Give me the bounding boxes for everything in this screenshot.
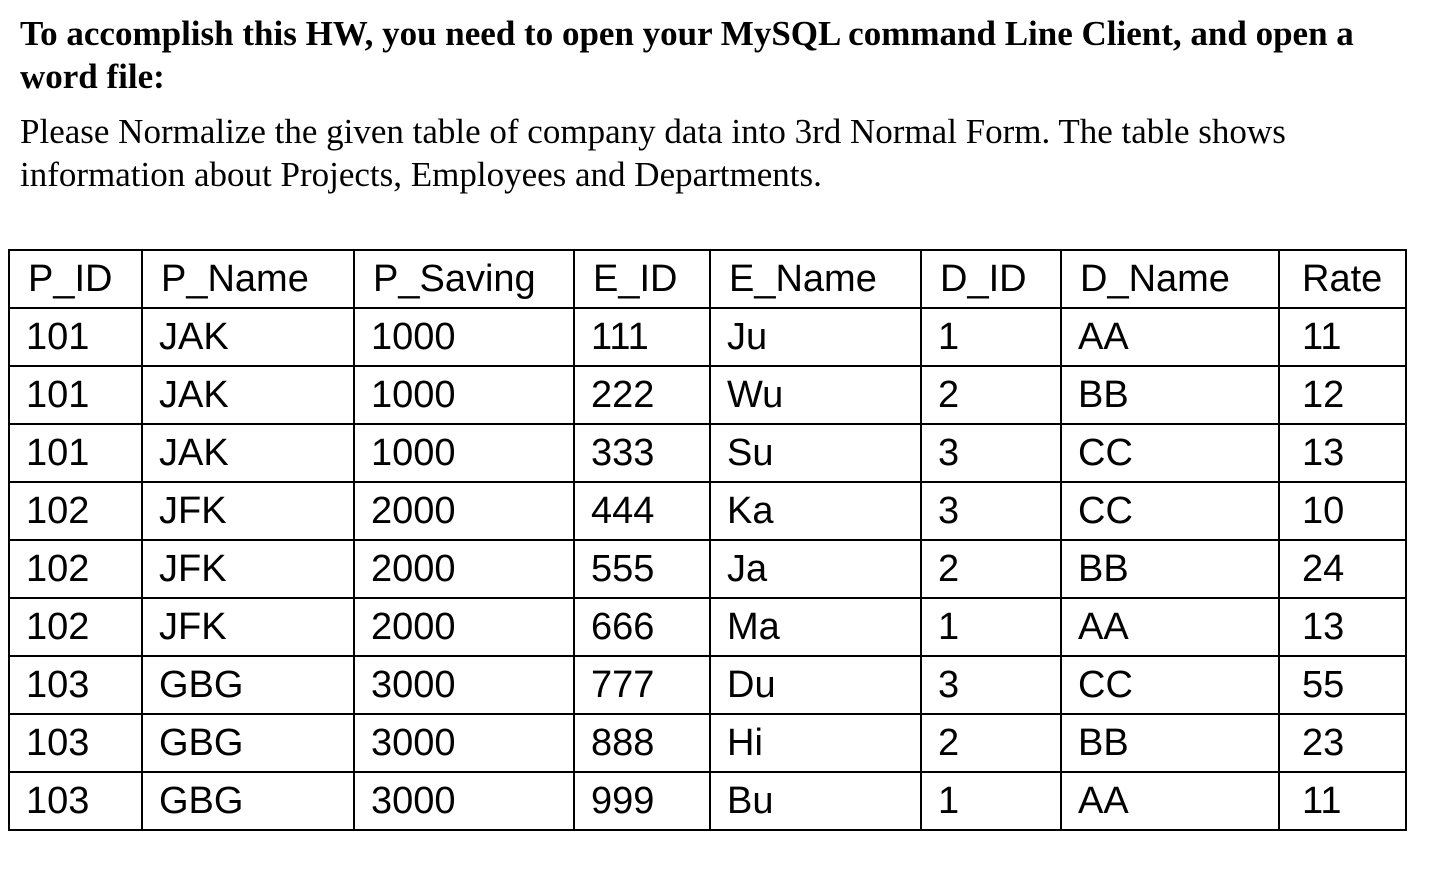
cell-p-saving: 3000 [354,656,574,714]
cell-d-name: AA [1061,772,1279,830]
cell-rate: 11 [1279,308,1406,366]
cell-rate: 13 [1279,598,1406,656]
cell-p-id: 102 [9,598,142,656]
cell-p-saving: 2000 [354,540,574,598]
table-row [9,714,1406,772]
cell-p-saving: 2000 [354,598,574,656]
assignment-instructions: Please Normalize the given table of company data into 3rd Normal Form. The table shows information about Projects, Employees and Departments. [20,112,1286,194]
cell-p-id: 102 [9,540,142,598]
cell-p-id: 103 [9,772,142,830]
cell-p-id: 103 [9,714,142,772]
cell-p-saving: 3000 [354,714,574,772]
cell-p-name: JAK [142,424,354,482]
cell-d-name: BB [1061,366,1279,424]
cell-e-id: 333 [574,424,710,482]
cell-p-id: 101 [9,424,142,482]
cell-d-id: 1 [921,772,1061,830]
column-header-e-name: E_Name [710,250,921,308]
cell-rate: 13 [1279,424,1406,482]
cell-p-name: JFK [142,598,354,656]
table-row [9,656,1406,714]
cell-p-id: 102 [9,482,142,540]
cell-p-saving: 3000 [354,772,574,830]
cell-p-saving: 1000 [354,424,574,482]
cell-p-name: JAK [142,308,354,366]
cell-d-name: CC [1061,656,1279,714]
cell-p-name: GBG [142,772,354,830]
cell-p-name: JAK [142,366,354,424]
cell-e-name: Bu [710,772,921,830]
cell-p-id: 101 [9,366,142,424]
column-header-p-saving: P_Saving [354,250,574,308]
column-header-d-id: D_ID [921,250,1061,308]
cell-p-name: GBG [142,714,354,772]
cell-e-id: 777 [574,656,710,714]
cell-rate: 24 [1279,540,1406,598]
table-row [9,308,1406,366]
cell-p-saving: 1000 [354,308,574,366]
table-row [9,598,1406,656]
cell-d-id: 1 [921,308,1061,366]
cell-e-name: Ja [710,540,921,598]
table-row [9,540,1406,598]
column-header-rate: Rate [1279,250,1406,308]
cell-d-id: 3 [921,424,1061,482]
table-row [9,366,1406,424]
cell-d-name: CC [1061,424,1279,482]
cell-d-name: BB [1061,714,1279,772]
cell-rate: 55 [1279,656,1406,714]
table-row [9,482,1406,540]
cell-d-id: 2 [921,366,1061,424]
cell-d-name: CC [1061,482,1279,540]
cell-e-name: Hi [710,714,921,772]
cell-e-id: 999 [574,772,710,830]
cell-p-id: 103 [9,656,142,714]
cell-e-name: Ju [710,308,921,366]
cell-p-name: JFK [142,540,354,598]
table-header-row [9,250,1406,308]
cell-e-name: Su [710,424,921,482]
company-data-table [8,249,1407,831]
cell-d-id: 3 [921,482,1061,540]
cell-e-id: 111 [574,308,710,366]
assignment-heading: To accomplish this HW, you need to open your MySQL command Line Client, and open a word file: [20,14,1354,96]
cell-e-name: Wu [710,366,921,424]
cell-rate: 11 [1279,772,1406,830]
cell-d-name: BB [1061,540,1279,598]
cell-p-saving: 2000 [354,482,574,540]
cell-d-id: 2 [921,714,1061,772]
cell-p-saving: 1000 [354,366,574,424]
table-row [9,424,1406,482]
column-header-p-name: P_Name [142,250,354,308]
cell-p-id: 101 [9,308,142,366]
cell-e-name: Ma [710,598,921,656]
cell-e-id: 222 [574,366,710,424]
table-row [9,772,1406,830]
cell-rate: 10 [1279,482,1406,540]
column-header-p-id: P_ID [9,250,142,308]
column-header-d-name: D_Name [1061,250,1279,308]
cell-d-id: 3 [921,656,1061,714]
cell-e-name: Ka [710,482,921,540]
cell-e-id: 555 [574,540,710,598]
cell-rate: 12 [1279,366,1406,424]
column-header-e-id: E_ID [574,250,710,308]
cell-e-id: 444 [574,482,710,540]
cell-e-name: Du [710,656,921,714]
cell-e-id: 666 [574,598,710,656]
cell-p-name: JFK [142,482,354,540]
cell-d-name: AA [1061,308,1279,366]
cell-e-id: 888 [574,714,710,772]
cell-d-name: AA [1061,598,1279,656]
cell-rate: 23 [1279,714,1406,772]
cell-p-name: GBG [142,656,354,714]
cell-d-id: 1 [921,598,1061,656]
cell-d-id: 2 [921,540,1061,598]
